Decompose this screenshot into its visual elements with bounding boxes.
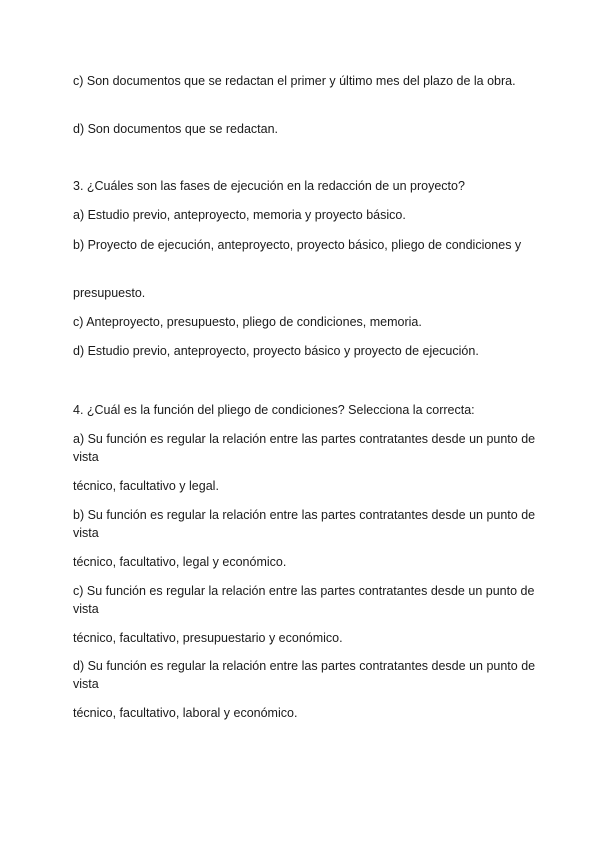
q4-option-b: b) Su función es regular la relación entre las partes contratantes desde un punto de vista bbox=[73, 508, 536, 540]
q3-option-a: a) Estudio previo, anteproyecto, memoria y proyecto básico. bbox=[73, 208, 406, 222]
q4-option-a-cont: técnico, facultativo y legal. bbox=[73, 479, 219, 493]
q4-option-d: d) Su función es regular la relación entre las partes contratantes desde un punto de vista bbox=[73, 659, 536, 691]
q3-question: 3. ¿Cuáles son las fases de ejecución en la redacción de un proyecto? bbox=[73, 179, 465, 193]
q4-option-b-cont: técnico, facultativo, legal y económico. bbox=[73, 555, 287, 569]
q3-option-b-cont: presupuesto. bbox=[73, 286, 146, 300]
q3-option-c: c) Anteproyecto, presupuesto, pliego de condiciones, memoria. bbox=[73, 315, 422, 329]
q4-option-c: c) Su función es regular la relación entre las partes contratantes desde un punto de vista bbox=[73, 584, 535, 616]
q2-option-c: c) Son documentos que se redactan el primer y último mes del plazo de la obra. bbox=[73, 74, 516, 88]
q3-option-b: b) Proyecto de ejecución, anteproyecto, proyecto básico, pliego de condiciones y bbox=[73, 238, 522, 252]
q4-option-a: a) Su función es regular la relación entre las partes contratantes desde un punto de vista bbox=[73, 432, 536, 464]
q3-option-d: d) Estudio previo, anteproyecto, proyecto básico y proyecto de ejecución. bbox=[73, 344, 479, 358]
q4-question: 4. ¿Cuál es la función del pliego de condiciones? Selecciona la correcta: bbox=[73, 403, 475, 417]
q4-option-c-cont: técnico, facultativo, presupuestario y económico. bbox=[73, 631, 343, 645]
q4-option-d-cont: técnico, facultativo, laboral y económico. bbox=[73, 706, 298, 720]
q2-option-d: d) Son documentos que se redactan. bbox=[73, 122, 278, 136]
